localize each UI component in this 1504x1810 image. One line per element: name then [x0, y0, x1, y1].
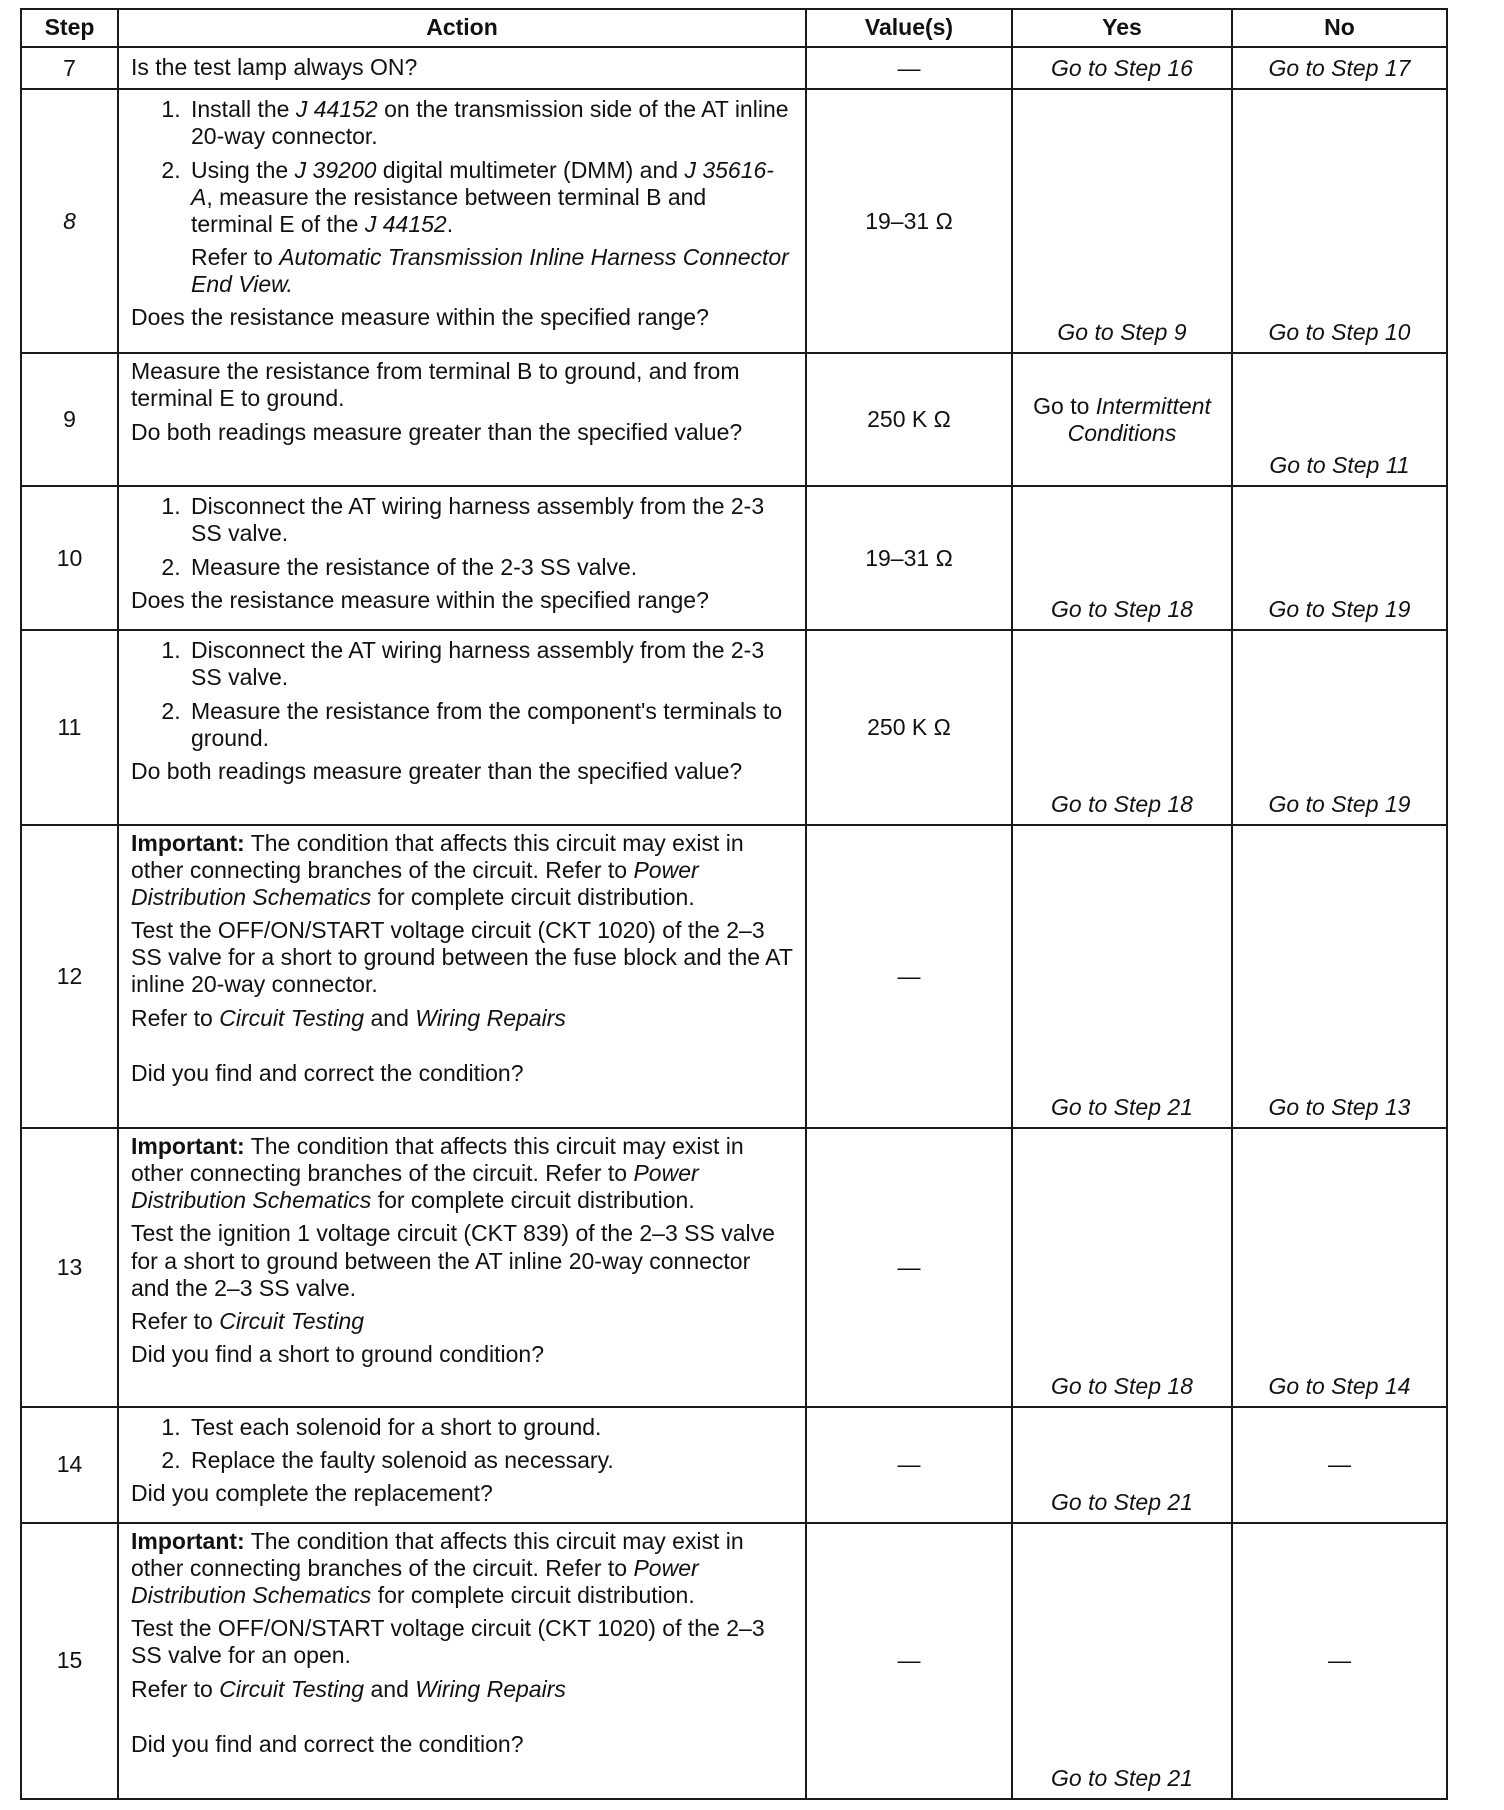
power-distribution-link[interactable]: Power Distribution Schematics: [131, 856, 699, 910]
action-step-2: 2. Using the J 39200 digital multimeter (DMM) and J 35616-A, measure the resistance between terminal B and terminal E of the J 44152. Refer to Automatic Transmission Inline Harness Connector End View.: [187, 157, 793, 299]
refer-link[interactable]: Automatic Transmission Inline Harness Connector End View.: [191, 243, 789, 298]
no-cell: Go to Step 10: [1232, 89, 1447, 353]
no-cell: Go to Step 14: [1232, 1128, 1447, 1407]
important-note: Important: The condition that affects this circuit may exist in other connecting branches of the circuit. Refer to Power Distribution Schematics for complete circuit distribution.: [131, 1527, 744, 1609]
step-number: 7: [21, 47, 118, 89]
step-number: 10: [21, 486, 118, 630]
question-text: Did you find a short to ground condition?: [131, 1340, 544, 1367]
header-no: No: [1232, 9, 1447, 47]
no-cell: Go to Step 13: [1232, 825, 1447, 1128]
action-cell: [118, 1128, 806, 1407]
action-cell: [118, 630, 806, 824]
yes-cell: Go to Step 21: [1012, 1523, 1232, 1799]
no-cell: —: [1232, 1523, 1447, 1799]
header-action: Action: [118, 9, 806, 47]
question-text: Do both readings measure greater than the specified value?: [131, 757, 743, 784]
action-steps: [131, 96, 793, 298]
no-cell: Go to Step 19: [1232, 486, 1447, 630]
table-row: [21, 630, 1447, 824]
test-instruction: Test the OFF/ON/START voltage circuit (CKT 1020) of the 2–3 SS valve for a short to ground between the fuse block and the AT inline 20-way connector.: [131, 917, 793, 998]
value-cell: 19–31 Ω: [806, 89, 1012, 353]
action-cell: [118, 353, 806, 486]
step-number: 13: [21, 1128, 118, 1407]
step-number: 11: [21, 630, 118, 824]
header-values: Value(s): [806, 9, 1012, 47]
value-cell: —: [806, 1523, 1012, 1799]
refer-text: Refer to Circuit Testing and Wiring Repairs: [131, 1004, 566, 1031]
wiring-repairs-link[interactable]: Wiring Repairs: [415, 1675, 566, 1702]
action-cell: [118, 825, 806, 1128]
table-row: [21, 1407, 1447, 1523]
table-row: [21, 825, 1447, 1128]
value-cell: —: [806, 825, 1012, 1128]
yes-cell: Go to Step 16: [1012, 47, 1232, 89]
action-steps: [131, 637, 793, 752]
action-step-1: 1. Disconnect the AT wiring harness assembly from the 2-3 SS valve.: [187, 637, 793, 691]
power-distribution-link[interactable]: Power Distribution Schematics: [131, 1555, 699, 1609]
circuit-testing-link[interactable]: Circuit Testing: [219, 1004, 365, 1031]
action-cell: [118, 1523, 806, 1799]
question-text: Did you find and correct the condition?: [131, 1059, 524, 1086]
yes-cell: Go to Step 21: [1012, 825, 1232, 1128]
power-distribution-link[interactable]: Power Distribution Schematics: [131, 1160, 699, 1214]
yes-cell: Go to Intermittent Conditions: [1012, 353, 1232, 486]
refer-text: Refer to Circuit Testing and Wiring Repairs: [131, 1675, 566, 1702]
intermittent-link[interactable]: Intermittent Conditions: [1067, 392, 1211, 446]
question-text: Did you find and correct the condition?: [131, 1730, 524, 1757]
action-step-1: 1. Test each solenoid for a short to ground.: [187, 1414, 793, 1441]
action-step-1: 1. Disconnect the AT wiring harness assembly from the 2-3 SS valve.: [187, 493, 793, 547]
question-text: Does the resistance measure within the specified range?: [131, 304, 709, 331]
action-cell: [118, 1407, 806, 1523]
table-row: [21, 1128, 1447, 1407]
yes-cell: Go to Step 18: [1012, 1128, 1232, 1407]
no-cell: Go to Step 11: [1232, 353, 1447, 486]
step-number: 9: [21, 353, 118, 486]
table-row: [21, 47, 1447, 89]
circuit-testing-link[interactable]: Circuit Testing: [219, 1307, 365, 1334]
action-steps: [131, 493, 793, 580]
refer-text: Refer to Automatic Transmission Inline Harness Connector End View.: [191, 243, 789, 298]
action-cell: [118, 89, 806, 353]
no-cell: Go to Step 17: [1232, 47, 1447, 89]
action-step-1: 1. Install the J 44152 on the transmission side of the AT inline 20-way connector.: [187, 96, 793, 150]
table-row: [21, 486, 1447, 630]
yes-cell: Go to Step 21: [1012, 1407, 1232, 1523]
question-text: Is the test lamp always ON?: [131, 53, 418, 80]
step-number: 8: [21, 89, 118, 353]
action-text: Measure the resistance from terminal B to ground, and from terminal E to ground.: [131, 358, 740, 412]
step-number: 12: [21, 825, 118, 1128]
diagnostic-table: [20, 8, 1448, 1800]
wiring-repairs-link[interactable]: Wiring Repairs: [415, 1004, 566, 1031]
value-cell: 250 K Ω: [806, 630, 1012, 824]
circuit-testing-link[interactable]: Circuit Testing: [219, 1675, 365, 1702]
value-cell: —: [806, 1128, 1012, 1407]
action-step-2: 2. Measure the resistance of the 2-3 SS valve.: [187, 554, 793, 581]
step-number: 15: [21, 1523, 118, 1799]
yes-cell: Go to Step 18: [1012, 630, 1232, 824]
test-instruction: Test the ignition 1 voltage circuit (CKT 839) of the 2–3 SS valve for a short to ground between the AT inline 20-way connector and the 2–3 SS valve.: [131, 1220, 775, 1301]
question-text: Does the resistance measure within the specified range?: [131, 586, 709, 613]
value-cell: 19–31 Ω: [806, 486, 1012, 630]
refer-text: Refer to Circuit Testing: [131, 1307, 365, 1334]
important-note: Important: The condition that affects this circuit may exist in other connecting branches of the circuit. Refer to Power Distribution Schematics for complete circuit distribution.: [131, 829, 744, 910]
no-cell: Go to Step 19: [1232, 630, 1447, 824]
step-number: 14: [21, 1407, 118, 1523]
table-row: [21, 89, 1447, 353]
important-note: Important: The condition that affects this circuit may exist in other connecting branches of the circuit. Refer to Power Distribution Schematics for complete circuit distribution.: [131, 1133, 744, 1214]
question-text: Did you complete the replacement?: [131, 1480, 493, 1507]
header-row: [21, 9, 1447, 47]
test-instruction: Test the OFF/ON/START voltage circuit (CKT 1020) of the 2–3 SS valve for an open.: [131, 1615, 765, 1669]
action-cell: [118, 486, 806, 630]
yes-cell: Go to Step 18: [1012, 486, 1232, 630]
value-cell: —: [806, 47, 1012, 89]
table-row: [21, 1523, 1447, 1799]
table-row: [21, 353, 1447, 486]
yes-cell: Go to Step 9: [1012, 89, 1232, 353]
no-cell: —: [1232, 1407, 1447, 1523]
value-cell: 250 K Ω: [806, 353, 1012, 486]
header-step: Step: [21, 9, 118, 47]
value-cell: —: [806, 1407, 1012, 1523]
action-cell: [118, 47, 806, 89]
action-step-2: 2. Measure the resistance from the component's terminals to ground.: [187, 698, 793, 752]
question-text: Do both readings measure greater than the specified value?: [131, 418, 743, 445]
header-yes: Yes: [1012, 9, 1232, 47]
action-steps: [131, 1414, 793, 1474]
action-step-2: 2. Replace the faulty solenoid as necessary.: [187, 1447, 793, 1474]
